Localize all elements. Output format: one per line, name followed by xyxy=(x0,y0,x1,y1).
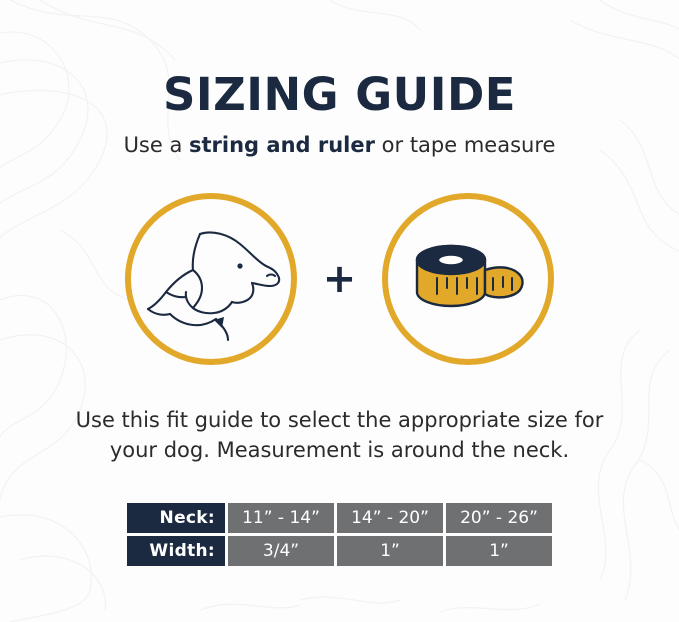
tape-measure-circle xyxy=(382,193,554,365)
neck-size-small: 11” - 14” xyxy=(228,503,334,533)
row-header-width: Width: xyxy=(127,536,225,566)
dog-head-icon xyxy=(136,204,286,354)
table-row xyxy=(127,503,552,533)
dog-head-circle xyxy=(125,193,297,365)
subtitle-pre: Use a xyxy=(123,133,190,157)
page-title: SIZING GUIDE xyxy=(162,68,517,121)
tape-measure-icon xyxy=(393,204,543,354)
page-subtitle xyxy=(124,133,556,157)
width-size-medium: 1” xyxy=(337,536,443,566)
table-row xyxy=(127,536,552,566)
sizing-table xyxy=(124,500,555,569)
width-size-large: 1” xyxy=(446,536,552,566)
row-header-neck: Neck: xyxy=(127,503,225,533)
width-size-small: 3/4” xyxy=(228,536,334,566)
neck-size-large: 20” - 26” xyxy=(446,503,552,533)
subtitle-emphasis: string and ruler xyxy=(189,133,375,157)
subtitle-post: or tape measure xyxy=(374,133,556,157)
neck-size-medium: 14” - 20” xyxy=(337,503,443,533)
plus-symbol: + xyxy=(322,256,357,302)
icons-row xyxy=(125,193,555,365)
description-text: Use this fit guide to select the appropriate size for your dog. Measurement is around the neck. xyxy=(75,408,604,463)
